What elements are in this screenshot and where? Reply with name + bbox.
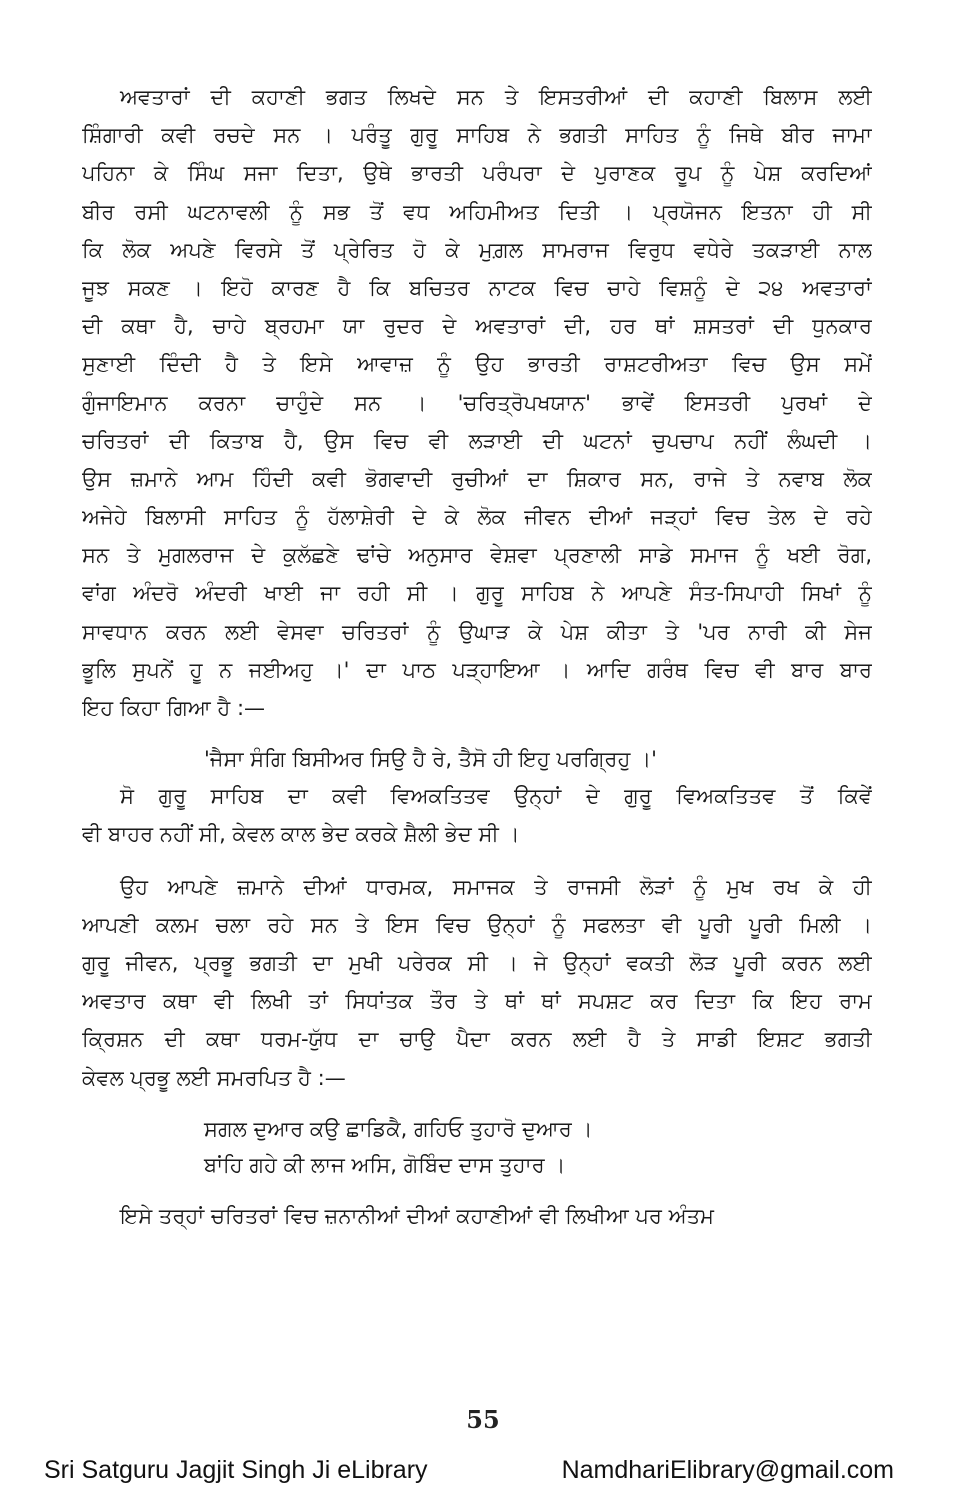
text-line: ਸਾਵਧਾਨ ਕਰਨ ਲਈ ਵੇਸਵਾ ਚਰਿਤਰਾਂ ਨੂੰ ਉਘਾੜ ਕੇ ਪੇਸ਼ ਕੀਤਾ ਤੇ 'ਪਰ ਨਾਰੀ ਕੀ ਸੇਜ bbox=[82, 619, 872, 644]
text-line: ਕੇਵਲ ਪ੍ਰਭੂ ਲਈ ਸਮਰਪਿਤ ਹੈ :— bbox=[82, 1065, 346, 1090]
text-line: ਕਿ ਲੋਕ ਅਪਣੇ ਵਿਰਸੇ ਤੋਂ ਪ੍ਰੇਰਿਤ ਹੋ ਕੇ ਮੁਗ਼ਲ ਸਾਮਰਾਜ ਵਿਰੁਧ ਵਧੇਰੇ ਤਕੜਾਈ ਨਾਲ bbox=[82, 237, 872, 262]
text-line: ਵੀ ਬਾਹਰ ਨਹੀਂ ਸੀ, ਕੇਵਲ ਕਾਲ ਭੇਦ ਕਰਕੇ ਸ਼ੈਲੀ ਭੇਦ ਸੀ । bbox=[82, 822, 520, 847]
paragraph-3 bbox=[82, 868, 872, 1097]
quote-line: 'ਜੈਸਾ ਸੰਗਿ ਬਿਸੀਅਰ ਸਿਉ ਹੈ ਰੇ, ਤੈਸੋ ਹੀ ਇਹੁ ਪਰਗ੍ਰਿਹੁ ।' bbox=[204, 747, 657, 772]
text-line: ਇਹ ਕਿਹਾ ਗਿਆ ਹੈ :— bbox=[82, 696, 266, 720]
text-line: ਉਸ ਜ਼ਮਾਨੇ ਆਮ ਹਿੰਦੀ ਕਵੀ ਭੋਗਵਾਦੀ ਰੁਚੀਆਂ ਦਾ ਸ਼ਿਕਾਰ ਸਨ, ਰਾਜੇ ਤੇ ਨਵਾਬ ਲੋਕ bbox=[82, 466, 872, 491]
page-number: 55 bbox=[466, 1405, 500, 1434]
text-line: ਪਹਿਨਾ ਕੇ ਸਿੰਘ ਸਜਾ ਦਿਤਾ, ਉਥੇ ਭਾਰਤੀ ਪਰੰਪਰਾ ਦੇ ਪੁਰਾਣਕ ਰੂਪ ਨੂੰ ਪੇਸ਼ ਕਰਦਿਆਂ bbox=[82, 161, 872, 186]
paragraph-2 bbox=[82, 777, 872, 853]
text-line: ਅਵਤਾਰ ਕਥਾ ਵੀ ਲਿਖੀ ਤਾਂ ਸਿਧਾਂਤਕ ਤੌਰ ਤੇ ਥਾਂ ਥਾਂ ਸਪਸ਼ਟ ਕਰ ਦਿਤਾ ਕਿ ਇਹ ਰਾਮ bbox=[82, 989, 872, 1014]
text-line: ਅਜੇਹੇ ਬਿਲਾਸੀ ਸਾਹਿਤ ਨੂੰ ਹੱਲਾਸ਼ੇਰੀ ਦੇ ਕੇ ਲੋਕ ਜੀਵਨ ਦੀਆਂ ਜੜ੍ਹਾਂ ਵਿਚ ਤੇਲ ਦੇ ਰਹੇ bbox=[82, 505, 872, 530]
text-line: ਬੀਰ ਰਸੀ ਘਟਨਾਵਲੀ ਨੂੰ ਸਭ ਤੋਂ ਵਧ ਅਹਿਮੀਅਤ ਦਿਤੀ । ਪ੍ਰਯੋਜਨ ਇਤਨਾ ਹੀ ਸੀ bbox=[82, 199, 872, 224]
spacer bbox=[82, 1097, 872, 1111]
text-line: ਸ਼ਿੰਗਾਰੀ ਕਵੀ ਰਚਦੇ ਸਨ । ਪਰੰਤੂ ਗੁਰੂ ਸਾਹਿਬ ਨੇ ਭਗਤੀ ਸਾਹਿਤ ਨੂੰ ਜਿਥੇ ਬੀਰ ਜਾਮਾ bbox=[82, 123, 872, 148]
text-line: ਸੋ ਗੁਰੂ ਸਾਹਿਬ ਦਾ ਕਵੀ ਵਿਅਕਤਿਤਵ ਉਨ੍ਹਾਂ ਦੇ ਗੁਰੂ ਵਿਅਕਤਿਤਵ ਤੋਂ ਕਿਵੇਂ bbox=[120, 784, 872, 809]
text-line: ਸਨ ਤੇ ਮੁਗਲਰਾਜ ਦੇ ਕੁਲੱਛਣੇ ਢਾਂਚੇ ਅਨੁਸਾਰ ਵੇਸ਼ਵਾ ਪ੍ਰਣਾਲੀ ਸਾਡੇ ਸਮਾਜ ਨੂੰ ਖਈ ਰੋਗ, bbox=[82, 543, 872, 568]
spacer bbox=[82, 1183, 872, 1197]
verse-block bbox=[82, 1111, 872, 1183]
text-line: ਅਵਤਾਰਾਂ ਦੀ ਕਹਾਣੀ ਭਗਤ ਲਿਖਦੇ ਸਨ ਤੇ ਇਸਤਰੀਆਂ ਦੀ ਕਹਾਣੀ ਬਿਲਾਸ ਲਈ bbox=[120, 85, 872, 109]
footer-library-name: Sri Satguru Jagjit Singh Ji eLibrary bbox=[44, 1456, 428, 1484]
spacer bbox=[82, 727, 872, 741]
text-line: ਦੀ ਕਥਾ ਹੈ, ਚਾਹੇ ਬ੍ਰਹਮਾ ਯਾ ਰੁਦਰ ਦੇ ਅਵਤਾਰਾਂ ਦੀ, ਹਰ ਥਾਂ ਸ਼ਸਤਰਾਂ ਦੀ ਧੁਨਕਾਰ bbox=[82, 314, 872, 339]
text-line: ਕ੍ਰਿਸ਼ਨ ਦੀ ਕਥਾ ਧਰਮ-ਯੁੱਧ ਦਾ ਚਾਉ ਪੈਦਾ ਕਰਨ ਲਈ ਹੈ ਤੇ ਸਾਡੀ ਇਸ਼ਟ ਭਗਤੀ bbox=[82, 1027, 872, 1052]
text-line: ਗੁੰਜਾਇਮਾਨ ਕਰਨਾ ਚਾਹੁੰਦੇ ਸਨ । 'ਚਰਿਤ੍ਰੋਪਖਯਾਨ' ਭਾਵੇਂ ਇਸਤਰੀ ਪੁਰਖਾਂ ਦੇ bbox=[82, 390, 872, 415]
paragraph-1 bbox=[82, 78, 872, 727]
text-line: ਉਹ ਆਪਣੇ ਜ਼ਮਾਨੇ ਦੀਆਂ ਧਾਰਮਕ, ਸਮਾਜਕ ਤੇ ਰਾਜਸੀ ਲੋੜਾਂ ਨੂੰ ਮੁਖ ਰਖ ਕੇ ਹੀ bbox=[120, 874, 872, 899]
text-line: ਜੂਝ ਸਕਣ । ਇਹੋ ਕਾਰਣ ਹੈ ਕਿ ਬਚਿਤਰ ਨਾਟਕ ਵਿਚ ਚਾਹੇ ਵਿਸ਼ਨੂੰ ਦੇ ੨੪ ਅਵਤਾਰਾਂ bbox=[82, 275, 872, 300]
verse-line: ਬਾਂਹਿ ਗਹੇ ਕੀ ਲਾਜ ਅਸਿ, ਗੋਬਿੰਦ ਦਾਸ ਤੁਹਾਰ । bbox=[204, 1152, 566, 1177]
verse-line: ਸਗਲ ਦੁਆਰ ਕਉ ਛਾਡਿਕੈ, ਗਹਿਓ ਤੁਹਾਰੋ ਦੁਆਰ । bbox=[204, 1116, 593, 1141]
spacer bbox=[82, 854, 872, 868]
text-line: ਸੁਣਾਈ ਦਿੰਦੀ ਹੈ ਤੇ ਇਸੇ ਆਵਾਜ਼ ਨੂੰ ਉਹ ਭਾਰਤੀ ਰਾਸ਼ਟਰੀਅਤਾ ਵਿਚ ਉਸ ਸਮੇਂ bbox=[82, 352, 872, 377]
text-line: ਗੁਰੂ ਜੀਵਨ, ਪ੍ਰਭੂ ਭਗਤੀ ਦਾ ਮੁਖੀ ਪਰੇਰਕ ਸੀ । ਜੇ ਉਨ੍ਹਾਂ ਵਕਤੀ ਲੋੜ ਪੂਰੀ ਕਰਨ ਲਈ bbox=[82, 950, 872, 975]
footer-email: NamdhariElibrary@gmail.com bbox=[561, 1456, 894, 1484]
text-line: ਚਰਿਤਰਾਂ ਦੀ ਕਿਤਾਬ ਹੈ, ਉਸ ਵਿਚ ਵੀ ਲੜਾਈ ਦੀ ਘਟਨਾਂ ਚੁਪਚਾਪ ਨਹੀਂ ਲੰਘਦੀ । bbox=[82, 428, 872, 453]
paragraph-4 bbox=[82, 1197, 872, 1235]
text-line: ਇਸੇ ਤਰ੍ਹਾਂ ਚਰਿਤਰਾਂ ਵਿਚ ਜ਼ਨਾਨੀਆਂ ਦੀਆਂ ਕਹਾਣੀਆਂ ਵੀ ਲਿਖੀਆ ਪਰ ਅੰਤਮ bbox=[120, 1203, 714, 1228]
text-line: ਆਪਣੀ ਕਲਮ ਚਲਾ ਰਹੇ ਸਨ ਤੇ ਇਸ ਵਿਚ ਉਨ੍ਹਾਂ ਨੂੰ ਸਫਲਤਾ ਵੀ ਪੂਰੀ ਪੂਰੀ ਮਿਲੀ । bbox=[82, 912, 872, 937]
text-line: ਭੂਲਿ ਸੁਪਨੇਂ ਹੂ ਨ ਜਈਅਹੁ ।' ਦਾ ਪਾਠ ਪੜ੍ਹਾਇਆ । ਆਦਿ ਗਰੰਥ ਵਿਚ ਵੀ ਬਾਰ ਬਾਰ bbox=[82, 657, 872, 682]
text-line: ਵਾਂਗ ਅੰਦਰੋ ਅੰਦਰੀ ਖਾਈ ਜਾ ਰਹੀ ਸੀ । ਗੁਰੂ ਸਾਹਿਬ ਨੇ ਆਪਣੇ ਸੰਤ-ਸਿਪਾਹੀ ਸਿਖਾਂ ਨੂੰ bbox=[82, 581, 872, 606]
body-text bbox=[82, 78, 872, 1235]
